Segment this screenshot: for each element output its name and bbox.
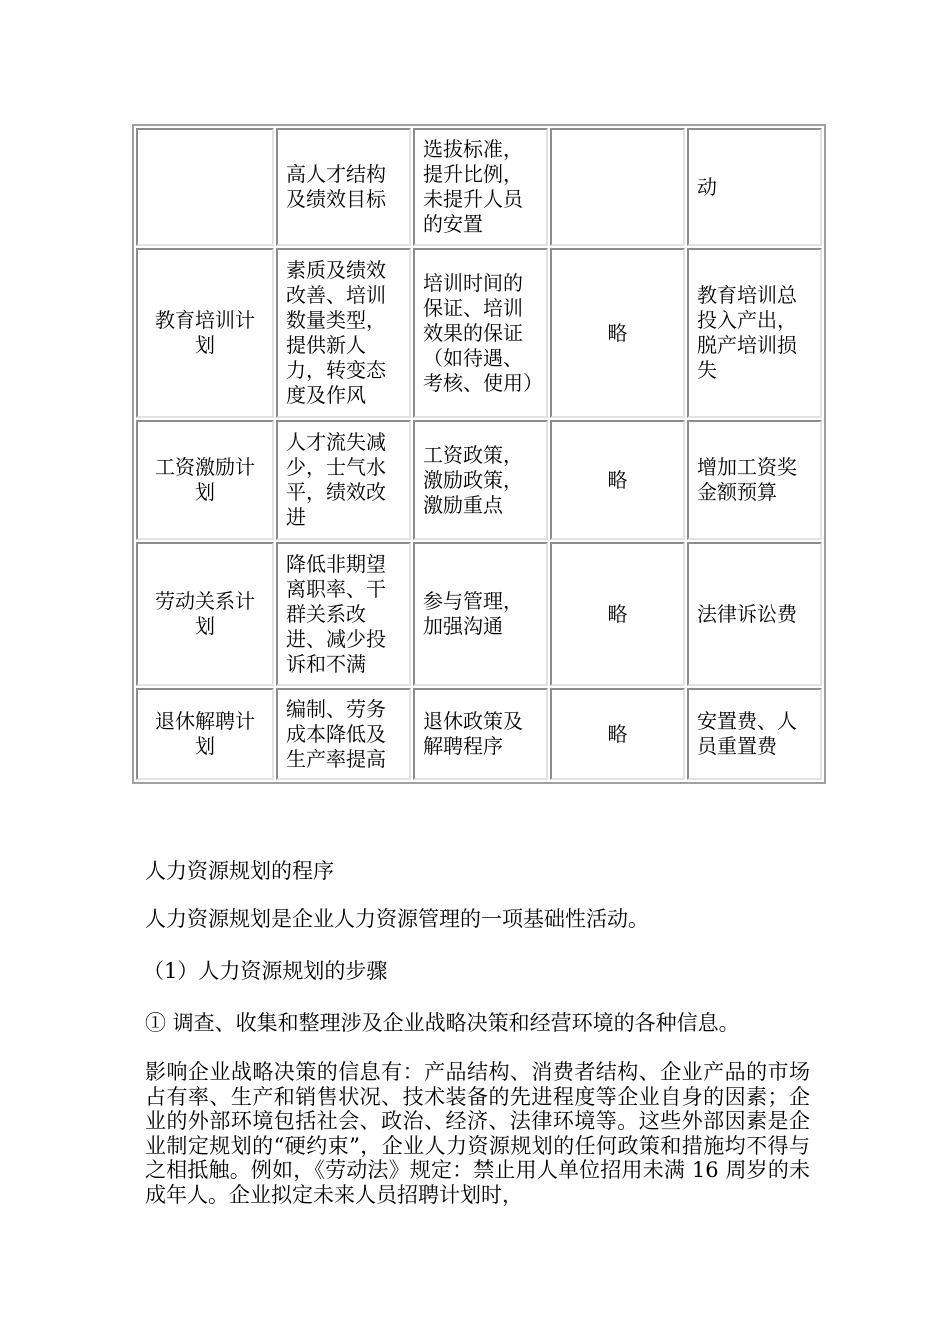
plan-budget-cell: 教育培训总投入产出，脱产培训损失 — [687, 248, 822, 418]
plan-policy-cell: 参与管理，加强沟通 — [413, 542, 548, 686]
table-row — [136, 128, 822, 246]
plan-name-cell: 退休解聘计划 — [136, 688, 274, 780]
table-row — [136, 420, 822, 540]
table-row — [136, 248, 822, 418]
plan-budget-cell: 增加工资奖金额预算 — [687, 420, 822, 540]
plan-budget-cell: 动 — [687, 128, 822, 246]
step-title: （1）人力资源规划的步骤 — [143, 959, 388, 983]
plan-steps-cell: 略 — [550, 248, 685, 418]
plan-policy-cell: 退休政策及解聘程序 — [413, 688, 548, 780]
plan-steps-cell: 略 — [550, 688, 685, 780]
plan-name-cell: 劳动关系计划 — [136, 542, 274, 686]
body-paragraph: 影响企业战略决策的信息有：产品结构、消费者结构、企业产品的市场占有率、生产和销售状况、技术装备的先进程度等企业自身的因素；企业的外部环境包括社会、政治、经济、法律环境等。这些外部因素是企业制定规划的“硬约束”，企业人力资源规划的任何政策和措施均不得与之相抵触。例如，《劳动法》规定：禁止用人单位招用未满 16 周岁的未成年人。企业拟定未来人员招聘计划时， — [145, 1060, 810, 1207]
table-row — [136, 688, 822, 780]
plan-policy-cell: 选拔标准，提升比例，未提升人员的安置 — [413, 128, 548, 246]
table-row — [136, 542, 822, 686]
plan-goal-cell: 编制、劳务成本降低及生产率提高 — [276, 688, 411, 780]
plan-goal-cell: 人才流失减少，士气水平，绩效改进 — [276, 420, 411, 540]
plan-name-cell: 教育培训计划 — [136, 248, 274, 418]
plan-steps-cell: 略 — [550, 420, 685, 540]
plan-goal-cell: 素质及绩效改善、培训数量类型，提供新人力，转变态度及作风 — [276, 248, 411, 418]
plan-name-cell: 工资激励计划 — [136, 420, 274, 540]
plan-steps-cell — [550, 128, 685, 246]
plan-goal-cell: 高人才结构及绩效目标 — [276, 128, 411, 246]
plan-budget-cell: 法律诉讼费 — [687, 542, 822, 686]
plan-budget-cell: 安置费、人员重置费 — [687, 688, 822, 780]
plan-steps-cell: 略 — [550, 542, 685, 686]
hr-plan-table — [132, 124, 826, 784]
plan-policy-cell: 培训时间的保证、培训效果的保证（如待遇、考核、使用） — [413, 248, 548, 418]
plan-name-cell — [136, 128, 274, 246]
section-heading: 人力资源规划的程序 — [145, 859, 334, 883]
intro-paragraph: 人力资源规划是企业人力资源管理的一项基础性活动。 — [145, 907, 649, 931]
numbered-item: ① 调查、收集和整理涉及企业战略决策和经营环境的各种信息。 — [145, 1011, 740, 1035]
plan-goal-cell: 降低非期望离职率、干群关系改进、减少投诉和不满 — [276, 542, 411, 686]
plan-policy-cell: 工资政策，激励政策，激励重点 — [413, 420, 548, 540]
